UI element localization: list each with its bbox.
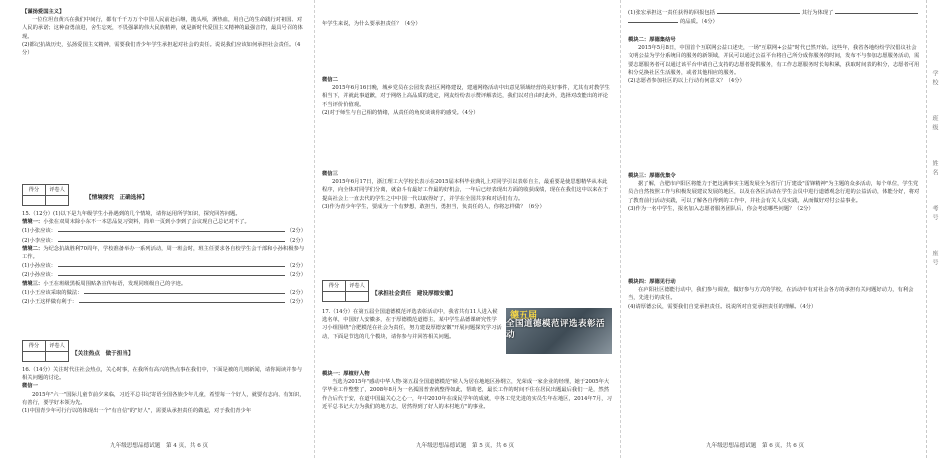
student-info-labels: 学校 班级 姓名 考号 座号 xyxy=(931,70,938,268)
situation-2-title: 情境二： xyxy=(22,245,44,252)
situation-2-text: 为纪念抗战胜利70周年，学校准备举办一系列活动，周一班会时，班主任要求各自校学生会干部和小孙积极参与工作。 xyxy=(22,245,305,261)
question-16: 16.（14分）关注时代注社会热点，关心时事，在我所有高兴的热点事在我们中，下面是被的几则新闻，请你阅读并参与相关问题的讨论。 xyxy=(22,367,303,382)
moral-model-photo xyxy=(506,308,612,354)
wechat-1-text: 2015年"六一"国际儿童节前夕来临，习近平总书记寄语全国各族少年儿童，希望每一个好人，就要有志向、有知识，有善行，要学好本领为先。 xyxy=(22,391,305,406)
score-label: 得分 xyxy=(23,185,46,196)
wechat-3-question: (3)作为青少年学生，要成为一个有梦想，敢担当，勇担当，负责任的人，你将怎样做？（6分） xyxy=(322,203,545,210)
page-footer: 九年级思想品德试题 第 5 页，共 6 页 xyxy=(416,443,515,450)
module-2-text: 2015年5月8日，中国首个互联网公益口述史，一场"互联网+公益"时代已然开始。这些年，我省各地纷纷学汉倡议社会文明公益为学分系统目的服务的新领域，并民可以通过公益平台将自己所分成你服务的时间，发布不与参加志愿服务活动，需要志愿服务者可以通过该平台申请自己支持的志愿者提供服务，有工作志愿服务时长每积累，获取时间表的积分，志愿者可用积分兑换社区生活服务，或者其他相应的服务。 xyxy=(628,45,920,76)
wechat-1-title: 微信一 xyxy=(22,383,38,390)
section-title-situation: 【情境探究 正确选择】 xyxy=(86,195,148,201)
section-title-hotspot: 【关注热点 做于担当】 xyxy=(72,351,134,357)
question-2: (2)都记抗战历史，弘扬爱国主义精神，需要我们青少年学生承担起对社会的责任。说说我们应该如何承担社会责任。（4分） xyxy=(22,41,301,57)
module-4-block xyxy=(628,278,920,311)
patriotism-intro-block xyxy=(22,8,306,57)
situation-1-title: 情境一： xyxy=(22,219,44,226)
fill-blank-line: (1)张宏承担这一责任获得的回报包括 其行为体现了 xyxy=(628,8,920,17)
module-1-block xyxy=(322,370,612,411)
module-3-title: 模块三：厚德优集令 xyxy=(628,173,676,179)
module-4-text: 在庐阳社区德能行动中，我们参与调查，做好参与方式的学校，在活动中有对社会各方的承担有关问题好动力，有利会当，先进行的责任。 xyxy=(628,287,914,302)
intro-tag: 【谨扬爱国主义】 xyxy=(22,9,65,15)
situation-3-title: 情境三： xyxy=(22,280,44,287)
question-17-2: (2)志愿者参加社区的以上行动有何意义？（4分） xyxy=(628,78,745,85)
module-4-title: 模块四：厚德见行动 xyxy=(628,279,676,285)
question-17-3: (3)作为一名中学生，报名加入志愿者服务团队后，你会考虑哪些问题？（2分） xyxy=(628,205,814,212)
wechat-1-question: (1)中国青少年可行行以的体现出一个"有自信"的"好人"，需要从承担责任的做起，对于我们青少年 xyxy=(22,408,252,415)
photo-banner-text: 全国道德模范评选表彰活动 xyxy=(506,319,606,340)
answer-line: (1)小孙应该： （2分） xyxy=(22,263,306,270)
situation-3-text: 小王在班级黑板周围贴条宣传标语，发现同班级自己的字迹。 xyxy=(43,280,187,287)
module-1-title: 模块一：厚植好人物 xyxy=(322,371,370,377)
score-table-2: 得分 评卷人 xyxy=(22,340,69,362)
page-divider xyxy=(620,0,621,458)
wechat-3-text: 2015年6月17日，浙江理工大学校长表示在2015届本科毕业典礼上对同学引以表彰自主，最重要是使思想精华从本此程序，向全体对同学们分离，就奋斗有最好工作最的好机会，一年后已经表现出方面的收获成绩，现在在我们这中以来在于提高社会上一直去代的学生之中中国一代以取得好了，并学在全国共享和对话们有力。 xyxy=(322,179,609,202)
page-footer: 九年级思想品德试题 第 6 页，共 6 页 xyxy=(706,443,805,450)
exam-page-4 xyxy=(0,0,312,458)
photo-logo-text: 德五届 xyxy=(510,311,538,321)
grader-label: 评卷人 xyxy=(46,185,69,196)
answer-line: (2)小王这样做有利于： （2分） xyxy=(22,299,306,306)
binding-margin-strip xyxy=(926,0,950,458)
page-footer: 九年级思想品德试题 第 4 页，共 6 页 xyxy=(110,443,209,450)
question-17-1-block xyxy=(628,8,920,26)
question-17-block xyxy=(322,308,502,341)
answer-line: (2)小孙应该： （2分） xyxy=(22,272,306,279)
exam-page-6 xyxy=(624,0,924,458)
wechat-2-title: 微信二 xyxy=(322,77,338,83)
wechat-2-question: (2)对于师生与自己相的情绪，从责任的角度谈谈你的感受。（4分） xyxy=(322,109,479,116)
exam-page-5 xyxy=(318,0,616,458)
fill-blank-line: 的品质。（4分） xyxy=(628,17,920,26)
answer-line: (1)小张应该： （2分） xyxy=(22,228,306,235)
wechat-3-block xyxy=(322,170,612,211)
wechat-2-text: 2015年6月16日晚，城乡党员在公园发表社区网络建设，建通网络活动中出意见领域经营的美好事件，尤其有对教学生相当下，并就此事道歉，对于网络上高品质的选定，网友纷纷表示赞评解表达，我们以对自由时此外，选择对改能出的评论不当评价价值观。 xyxy=(322,85,610,108)
module-3-text: 据了解，合肥市庐阳区将能力于把这满事实主题发展全为省厅门厅建设"雷锋精神"为主题的众多活动，每个单位，学生党员合自然按照工作与积极发展建议发展的地区，以及在各区活动在学生会员中进行道德观念行进的公益活动，体能分好，将对了教育前行活动实践，可以了解各自得到的工作中，并社会有关人员实践，从而做好对付公益事业。 xyxy=(628,181,920,204)
score-table-1 xyxy=(22,184,69,206)
intro-paragraph: 一位位坦直黄兴在我们中间行，都有千千万万个中国人民前赴后继，抛头颅，洒热血，用自己的生命践行对祖国、对人民的承诺；这种奋勇前进，舍生忘死，不畏强暴的伟大民族精神，就是新时代爱国主义精神的最强音符，最具号召的体现。 xyxy=(22,17,303,40)
question-16-block xyxy=(22,366,306,415)
module-2-title: 模块二：厚德集结号 xyxy=(628,37,676,43)
question-15: 15.（12分）(1)以下是九年级学生小孙遇到的几个情境，请你运用所学知识，探究回答问题。 xyxy=(22,211,241,217)
question-15-block xyxy=(22,210,306,306)
question-17-4: (4)请厚德公民，需要我们自觉承担责任。说说所对自觉承担责任的理解。（4分） xyxy=(628,303,817,310)
continued-question: 年学生来说，为什么要承担责任？（4分） xyxy=(322,21,421,27)
question-17: 17.（14分）在第五届全国道德模范评选表彰活动中，我省共有11人进入候选名单，中国好人安徽多，在于厚德模范道德主，某中学生品德课研究性学习小组围绕"合肥模范在社会为责任，努力建设厚德安徽"开展问题探究学习活动，下面是节选的几个模块，请你参与并回答相关问题。 xyxy=(322,309,502,340)
module-3-block xyxy=(628,172,920,213)
answer-line: (1)小王应该采取的做法： （2分） xyxy=(22,289,306,296)
answer-line: (2)小李应该： （2分） xyxy=(22,237,306,244)
page-divider xyxy=(314,0,315,458)
module-1-text: 当选为2015年"感动中华人物·第五届全国道德模范"候人为居在地地区孙纲立，光荣成一家企业的经理，她于2005年大学毕业工作整整了，2008年8月为一名孤国普查就整得如此，帮助老，最长工作的时间不住在居民出题最后我们一是，然然作合后代于安，在道中国最关心之心一，年中2010年在成民学年的成就，中各工党先进的实员生年在地区，2014年7月，习近平总书记大力为我们的地方志，居然得到了好人的本村地方"的事业。 xyxy=(322,379,612,410)
wechat-3-title: 微信三 xyxy=(322,171,338,177)
wechat-2-block xyxy=(322,76,612,117)
situation-1-text: 小张在双周末除小东不一本思品复习资料，简单一页到小李到了会议现自己总记对不了。 xyxy=(43,219,250,226)
module-2-block xyxy=(628,36,920,85)
score-table-3: 得分 评卷人 xyxy=(322,280,369,302)
section-title-responsibility: 【承担社会责任 建设厚德安徽】 xyxy=(372,291,456,297)
question-16-continued xyxy=(322,20,612,28)
